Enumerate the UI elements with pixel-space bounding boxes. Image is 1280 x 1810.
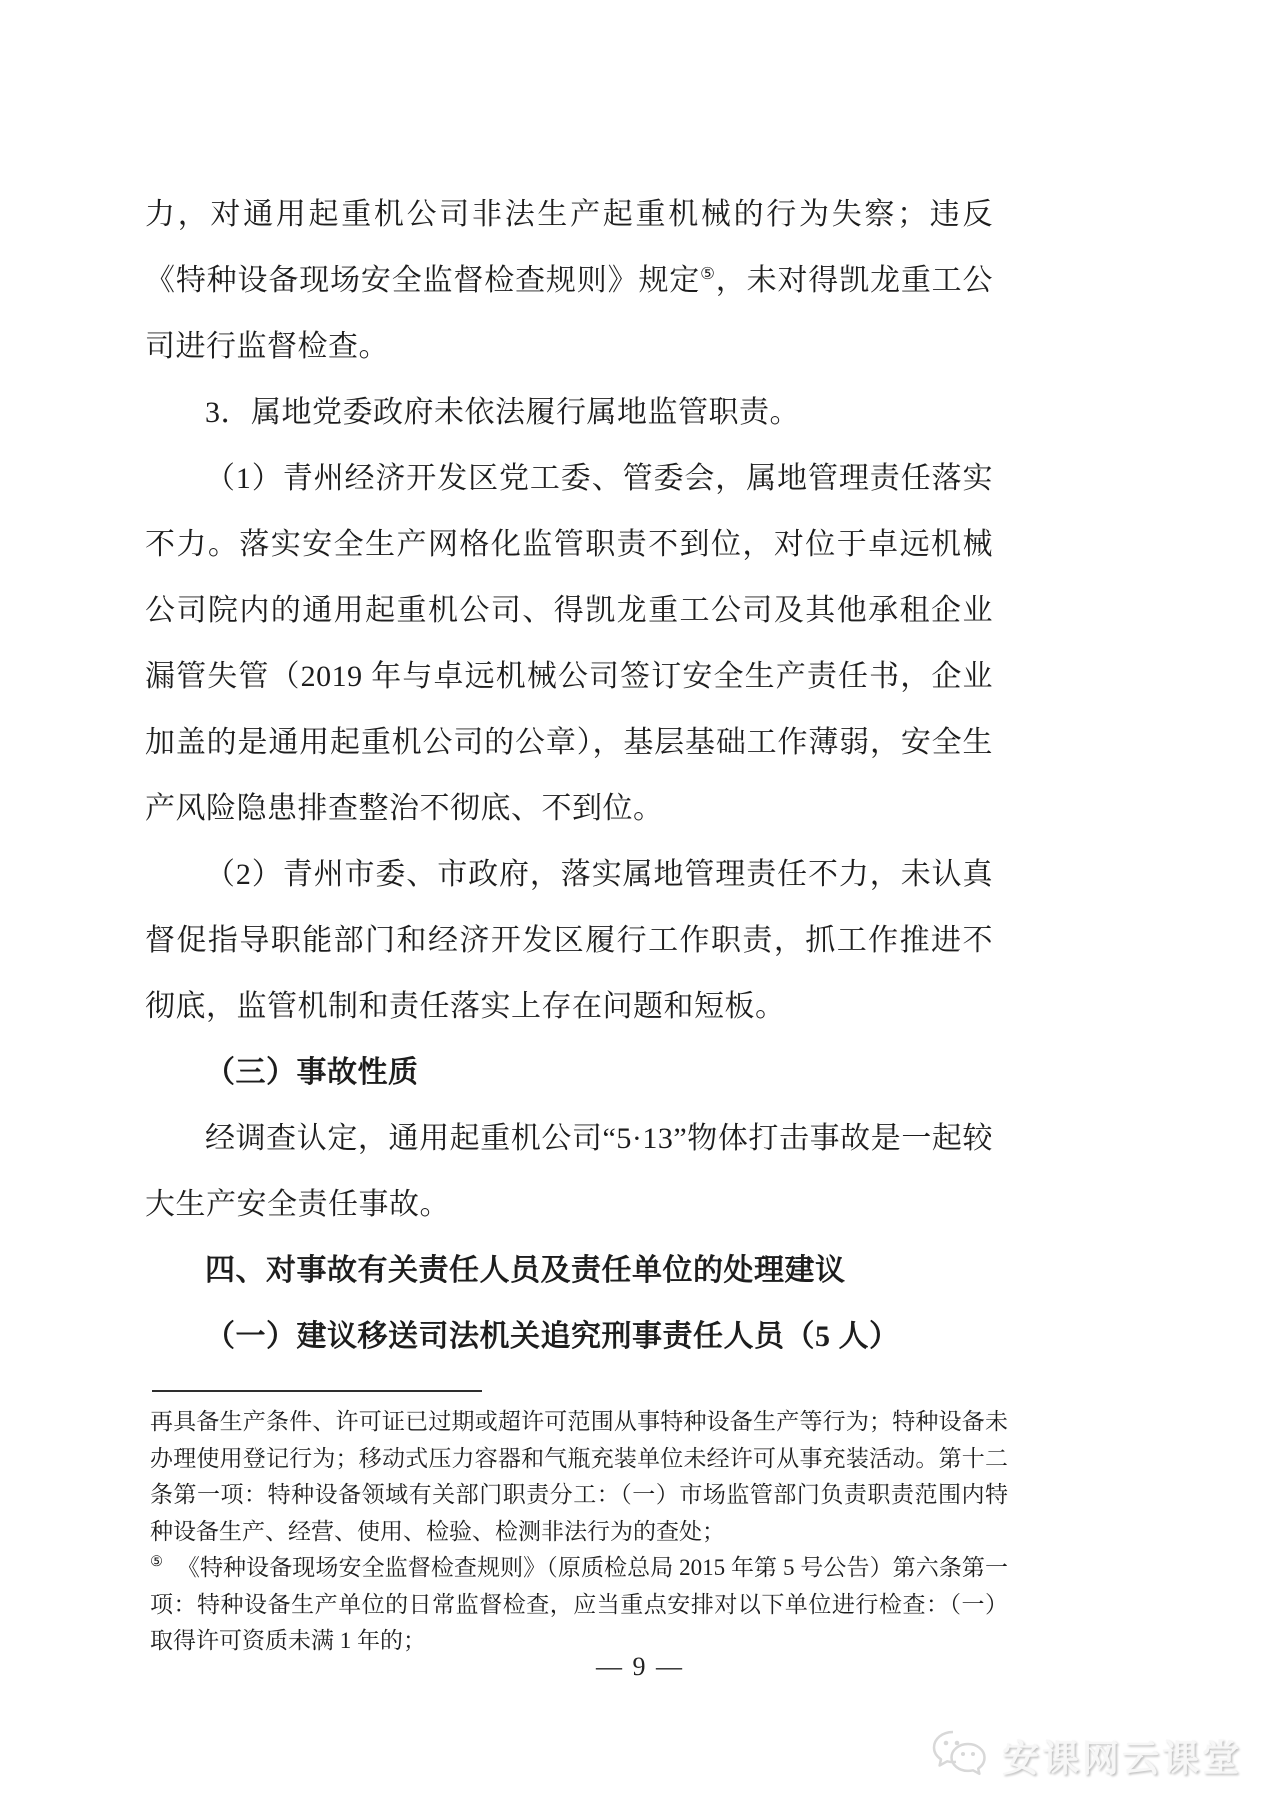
wechat-icon: [930, 1729, 992, 1781]
paragraph-text: ，未对得凯龙重工公司进行监督检查。: [145, 264, 994, 363]
paragraph-item-2: （2）青州市委、市政府，落实属地管理责任不力，未认真督促指导职能部门和经济开发区履行工作职责，抓工作推进不彻底，监管机制和责任落实上存在问题和短板。: [145, 858, 993, 1023]
subsection-heading-1: （一）建议移送司法机关追究刑事责任人员（5 人）: [205, 1320, 900, 1353]
footnote-separator: [152, 1390, 482, 1392]
footnotes-area: [150, 1404, 1008, 1660]
footnote-text: 《特种设备现场安全监督检查规则》（原质检总局 2015 年第 5 号公告）第六条第一项：特种设备生产单位的日常监督检查，应当重点安排对以下单位进行检查：（一）取得许可资质未满 1 年的；: [150, 1555, 1009, 1653]
list-item-3: 3．属地党委政府未依法履行属地监管职责。: [205, 396, 800, 429]
section-heading-accident-nature: （三）事故性质: [205, 1056, 419, 1089]
paragraph-continuation: [145, 182, 993, 380]
watermark-text: 安课网云课堂: [1002, 1738, 1242, 1779]
footnote-5: [150, 1550, 1008, 1660]
footnote-text: 再具备生产条件、许可证已过期或超许可范围从事特种设备生产等行为；特种设备未办理使用登记行为；移动式压力容器和气瓶充装单位未经许可从事充装活动。第十二条第一项：特种设备领域有关部门职责分工：（一）市场监管部门负责职责范围内特种设备生产、经营、使用、检验、检测非法行为的查处；: [150, 1409, 1008, 1544]
paragraph-item-1: （1）青州经济开发区党工委、管委会，属地管理责任落实不力。落实安全生产网格化监管职责不到位，对位于卓远机械公司院内的通用起重机公司、得凯龙重工公司及其他承租企业漏管失管（2019 年与卓远机械公司签订安全生产责任书，企业加盖的是通用起重机公司的公章），基层基础工作薄弱，安全生产风险隐患排查整治不彻底、不到位。: [145, 462, 993, 825]
document-body: [145, 182, 993, 1370]
paragraph-text: 力，对通用起重机公司非法生产起重机械的行为失察；违反《特种设备现场安全监督检查规则》规定: [145, 198, 993, 297]
chapter-heading-4: 四、对事故有关责任人员及责任单位的处理建议: [205, 1254, 846, 1287]
paragraph-conclusion: 经调查认定，通用起重机公司“5·13”物体打击事故是一起较大生产安全责任事故。: [145, 1122, 993, 1221]
footnote-continuation: [150, 1404, 1008, 1550]
page-number: — 9 —: [596, 1652, 684, 1681]
footnote-ref-5: ⑤: [700, 264, 716, 283]
watermark: [930, 1728, 1242, 1782]
footnote-marker-5: ⑤: [150, 1554, 163, 1571]
